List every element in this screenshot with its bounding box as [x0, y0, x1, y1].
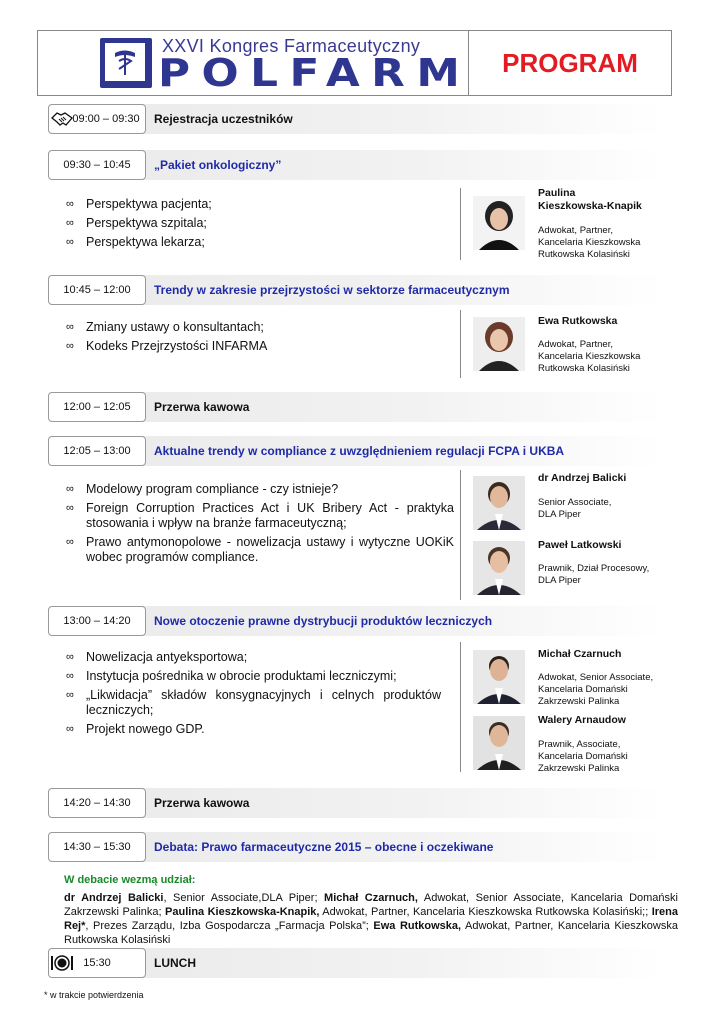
- list-item: ∞ Kodeks Przejrzystości INFARMA: [66, 339, 268, 353]
- session-title: LUNCH: [154, 956, 196, 970]
- list-item: ∞ Modelowy program compliance - czy istnieje?: [66, 482, 339, 496]
- bullet-symbol: ∞: [66, 217, 74, 229]
- handshake-icon: [51, 110, 73, 128]
- speaker-role: Senior Associate, DLA Piper: [538, 497, 612, 520]
- list-item: ∞ Projekt nowego GDP.: [66, 722, 205, 736]
- session-bar: [48, 436, 664, 466]
- bullet-symbol: ∞: [66, 340, 74, 352]
- session-bar: [48, 275, 664, 305]
- speaker-role: Prawnik, Dział Procesowy, DLA Piper: [538, 563, 650, 586]
- speaker-divider: [460, 642, 461, 772]
- session-time: 14:20 – 14:30: [48, 788, 146, 818]
- speaker-photo: [473, 650, 525, 704]
- debate-participants: dr Andrzej Balicki, Senior Associate,DLA Piper; Michał Czarnuch, Adwokat, Senior Associate, Kancelaria Domański Zakrzewski Palinka; Paulina Kieszkowska-Knapik, Adwokat, Partner, Kancelaria Kieszkowska Rutkowska Kolasiński;; Irena Rej*, Prezes Zarządu, Izba Gospodarcza „Farmacja Polska”; Ewa Rutkowska, Adwokat, Partner, Kancelaria Kieszkowska Rutkowska Kolasiński: [64, 892, 678, 946]
- session-time: 14:30 – 15:30: [48, 832, 146, 862]
- session-bar: [48, 104, 664, 134]
- session-time: 15:30: [48, 948, 146, 978]
- bullet-symbol: ∞: [66, 321, 74, 333]
- bullet-list: [66, 650, 441, 741]
- session-bar: [48, 788, 664, 818]
- speaker-name: Paulina Kieszkowska-Knapik: [538, 187, 642, 212]
- footnote: * w trakcie potwierdzenia: [44, 990, 144, 1000]
- list-item: ∞ Instytucja pośrednika w obrocie produktami leczniczymi;: [66, 669, 397, 683]
- speaker-name: Ewa Rutkowska: [538, 315, 618, 327]
- bullet-symbol: ∞: [66, 536, 74, 548]
- list-item: ∞ Foreign Corruption Practices Act i UK Bribery Act - praktyka stosowania i wpływ na branże farmaceutyczną;: [66, 501, 454, 530]
- session-title: Trendy w zakresie przejrzystości w sektorze farmaceutycznym: [154, 283, 510, 297]
- bullet-list: [66, 197, 426, 254]
- pharmacy-logo-icon: [100, 38, 152, 88]
- bullet-symbol: ∞: [66, 483, 74, 495]
- speaker-divider: [460, 188, 461, 260]
- session-bar: [48, 948, 664, 978]
- session-title: „Pakiet onkologiczny”: [154, 158, 282, 172]
- bullet-list: [66, 482, 454, 569]
- session-title: Przerwa kawowa: [154, 400, 250, 414]
- session-time: 10:45 – 12:00: [48, 275, 146, 305]
- list-item: ∞ Nowelizacja antyeksportowa;: [66, 650, 248, 664]
- session-time: 13:00 – 14:20: [48, 606, 146, 636]
- speaker-photo: [473, 317, 525, 371]
- speaker-name: Michał Czarnuch: [538, 648, 622, 660]
- list-item: ∞ Prawo antymonopolowe - nowelizacja ustawy i wytyczne UOKiK wobec programów compliance.: [66, 535, 454, 564]
- speaker-role: Adwokat, Partner, Kancelaria Kieszkowska Rutkowska Kolasiński: [538, 339, 641, 374]
- speaker-photo: [473, 541, 525, 595]
- speaker-name: dr Andrzej Balicki: [538, 472, 627, 484]
- session-bar: [48, 832, 664, 862]
- list-item: ∞ Perspektywa lekarza;: [66, 235, 205, 249]
- bullet-symbol: ∞: [66, 670, 74, 682]
- session-time: 12:00 – 12:05: [48, 392, 146, 422]
- session-bar: [48, 606, 664, 636]
- congress-title: XXVI Kongres Farmaceutyczny: [162, 36, 421, 56]
- speaker-photo: [473, 716, 525, 770]
- speaker-photo: [473, 196, 525, 250]
- session-time: 09:30 – 10:45: [48, 150, 146, 180]
- page-title: PROGRAM: [502, 48, 638, 78]
- speaker-name: Walery Arnaudow: [538, 714, 626, 726]
- list-item: ∞ „Likwidacja” składów konsygnacyjnych i celnych produktów leczniczych;: [66, 688, 441, 717]
- brand-logo-text: POLFARM: [158, 51, 472, 95]
- speaker-role: Adwokat, Partner, Kancelaria Kieszkowska Rutkowska Kolasiński: [538, 225, 641, 260]
- list-item: ∞ Zmiany ustawy o konsultantach;: [66, 320, 264, 334]
- speaker-name: Paweł Latkowski: [538, 539, 622, 551]
- session-time: 12:05 – 13:00: [48, 436, 146, 466]
- speaker-role: Prawnik, Associate, Kancelaria Domański Zakrzewski Palinka: [538, 739, 628, 774]
- speaker-role: Adwokat, Senior Associate, Kancelaria Domański Zakrzewski Palinka: [538, 672, 654, 707]
- session-time: 09:00 – 09:30: [72, 113, 140, 125]
- bullet-symbol: ∞: [66, 689, 74, 701]
- plate-cutlery-icon: [50, 955, 74, 971]
- speaker-photo: [473, 476, 525, 530]
- session-title: Aktualne trendy w compliance z uwzględnieniem regulacji FCPA i UKBA: [154, 444, 565, 458]
- bullet-symbol: ∞: [66, 198, 74, 210]
- bullet-list: [66, 320, 426, 358]
- bullet-symbol: ∞: [66, 502, 74, 514]
- list-item: ∞ Perspektywa szpitala;: [66, 216, 207, 230]
- debate-heading: W debacie wezmą udział:: [64, 874, 196, 886]
- bullet-symbol: ∞: [66, 723, 74, 735]
- bullet-symbol: ∞: [66, 651, 74, 663]
- session-bar: [48, 392, 664, 422]
- session-title: Nowe otoczenie prawne dystrybucji produktów leczniczych: [154, 614, 493, 628]
- speaker-divider: [460, 310, 461, 378]
- bullet-symbol: ∞: [66, 236, 74, 248]
- speaker-divider: [460, 470, 461, 600]
- session-title: Debata: Prawo farmaceutyczne 2015 – obecne i oczekiwane: [154, 840, 494, 854]
- session-title: Rejestracja uczestników: [154, 112, 293, 126]
- session-bar: [48, 150, 664, 180]
- session-title: Przerwa kawowa: [154, 796, 250, 810]
- list-item: ∞ Perspektywa pacjenta;: [66, 197, 212, 211]
